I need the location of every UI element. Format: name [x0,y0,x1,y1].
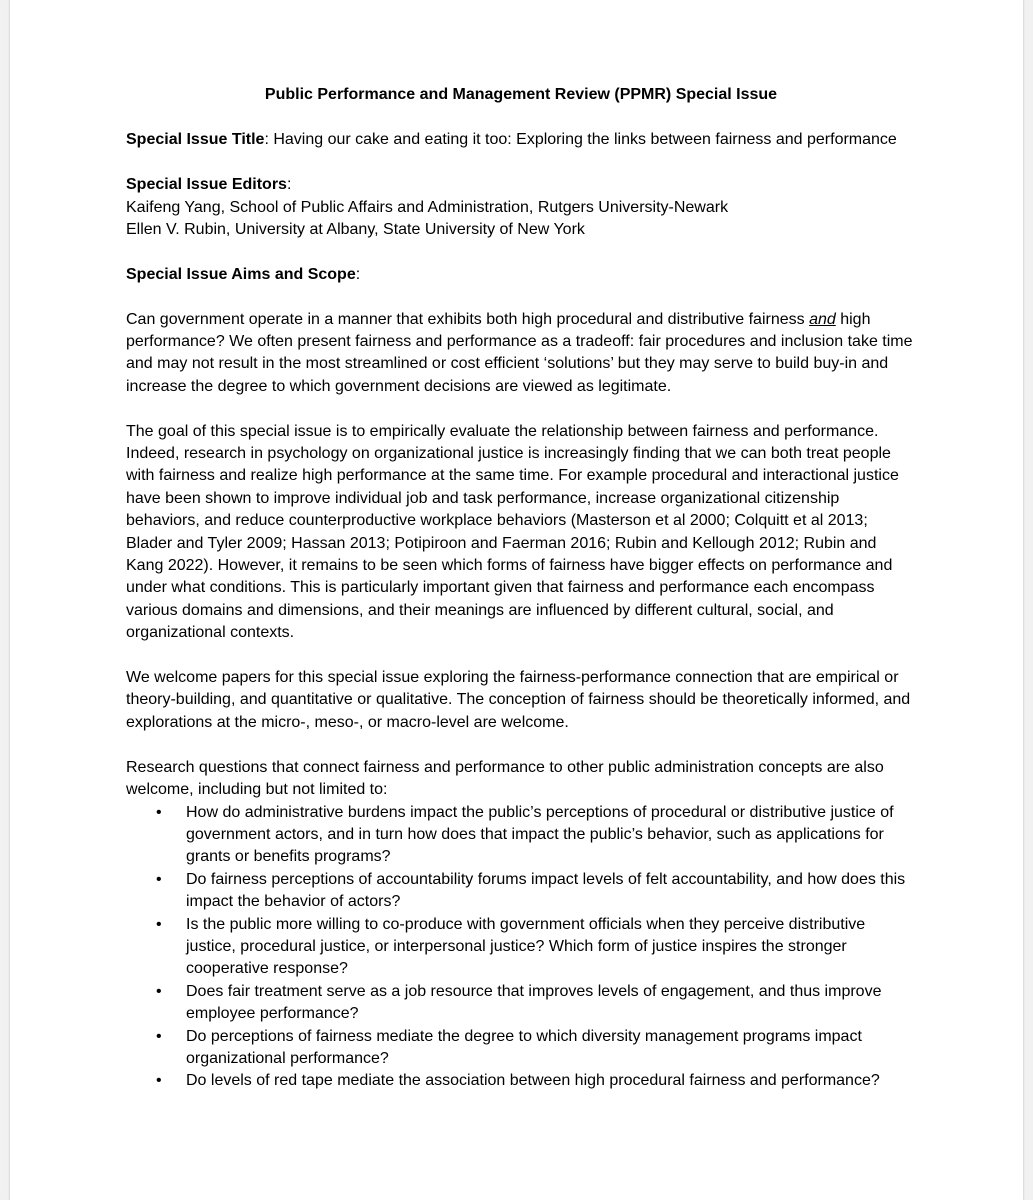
editor-2: Ellen V. Rubin, University at Albany, State University of New York [126,221,585,239]
research-questions-list [126,802,916,1093]
paragraph-1-start: Can government operate in a manner that exhibits both high procedural and distributive fairness [126,310,810,328]
emphasized-and: and [809,310,836,328]
aims-heading-paragraph [126,264,916,286]
bullet-icon: • [156,803,162,821]
paragraph-fairness-performance-question [126,309,916,399]
aims-separator: : [355,265,361,283]
editors-heading-line [126,174,916,196]
bullet-icon: • [156,982,162,1000]
special-issue-title-paragraph [126,129,916,151]
list-item [126,1070,916,1092]
aims-label: Special Issue Aims and Scope [126,265,356,283]
list-item [126,802,916,869]
document-body [126,84,916,1093]
special-issue-title-separator: : [264,131,269,149]
list-item [126,869,916,914]
bullet-icon: • [156,1027,162,1045]
special-issue-title-text: Having our cake and eating it too: Exploring the links between fairness and performance [268,131,897,149]
document-heading: Public Performance and Management Review (PPMR) Special Issue [264,86,778,103]
list-item-text: Is the public more willing to co-produce with government officials when they perceive distributive justice, procedural justice, or interpersonal justice? Which form of justice inspires the stronger cooperative response? [186,915,866,978]
list-item-text: Do fairness perceptions of accountability forums impact levels of felt accountability, and how does this impact the behavior of actors? [186,870,906,911]
document-page [10,0,1023,1200]
bullet-icon: • [156,1072,162,1090]
list-item-text: How do administrative burdens impact the public’s perceptions of procedural or distributive justice of government actors, and in turn how does that impact the public’s behavior, such as applications for grants or benefits programs? [186,803,894,866]
bullet-icon: • [156,915,162,933]
paragraph-1-end: high performance? We often present fairness and performance as a tradeoff: fair procedures and inclusion take time and may not result in the most streamlined or cost efficient ‘solutions’ but they may serve to build buy-in and increase the degree to which government decisions are viewed as legitimate. [126,310,913,395]
paragraph-goal: The goal of this special issue is to empirically evaluate the relationship between fairness and performance. Indeed, research in psychology on organizational justice is increasingly finding that we can both treat people with fairness and realize high performance at the same time. For example procedural and interactional justice have been shown to improve individual job and task performance, increase organizational citizenship behaviors, and reduce counterproductive workplace behaviors (Masterson et al 2000; Colquitt et al 2013; Blader and Tyler 2009; Hassan 2013; Potipiroon and Faerman 2016; Rubin and Kellough 2012; Rubin and Kang 2022). However, it remains to be seen which forms of fairness have bigger effects on performance and under what conditions. This is particularly important given that fairness and performance each encompass various domains and dimensions, and their meanings are influenced by different cultural, social, and organizational contexts. [126,422,899,642]
editor-1: Kaifeng Yang, School of Public Affairs and Administration, Rutgers University-Newark [126,198,729,216]
list-item [126,981,916,1026]
bullet-icon: • [156,870,162,888]
editors-separator: : [286,176,292,194]
list-item-text: Do levels of red tape mediate the association between high procedural fairness and performance? [186,1072,880,1090]
list-item-text: Does fair treatment serve as a job resource that improves levels of engagement, and thus improve employee performance? [186,982,882,1023]
special-issue-title-label: Special Issue Title [126,131,265,149]
editors-label: Special Issue Editors [126,176,287,194]
list-item-text: Do perceptions of fairness mediate the degree to which diversity management programs impact organizational performance? [186,1027,862,1067]
paragraph-research-questions-intro: Research questions that connect fairness and performance to other public administration concepts are also welcome, including but not limited to: [126,758,884,799]
list-item [126,914,916,981]
paragraph-welcome-papers: We welcome papers for this special issue exploring the fairness-performance connection that are empirical or theory-building, and quantitative or qualitative. The conception of fairness should be theoretically informed, and explorations at the micro-, meso-, or macro-level are welcome. [126,669,911,731]
list-item [126,1026,916,1071]
editors-paragraph [126,174,916,241]
